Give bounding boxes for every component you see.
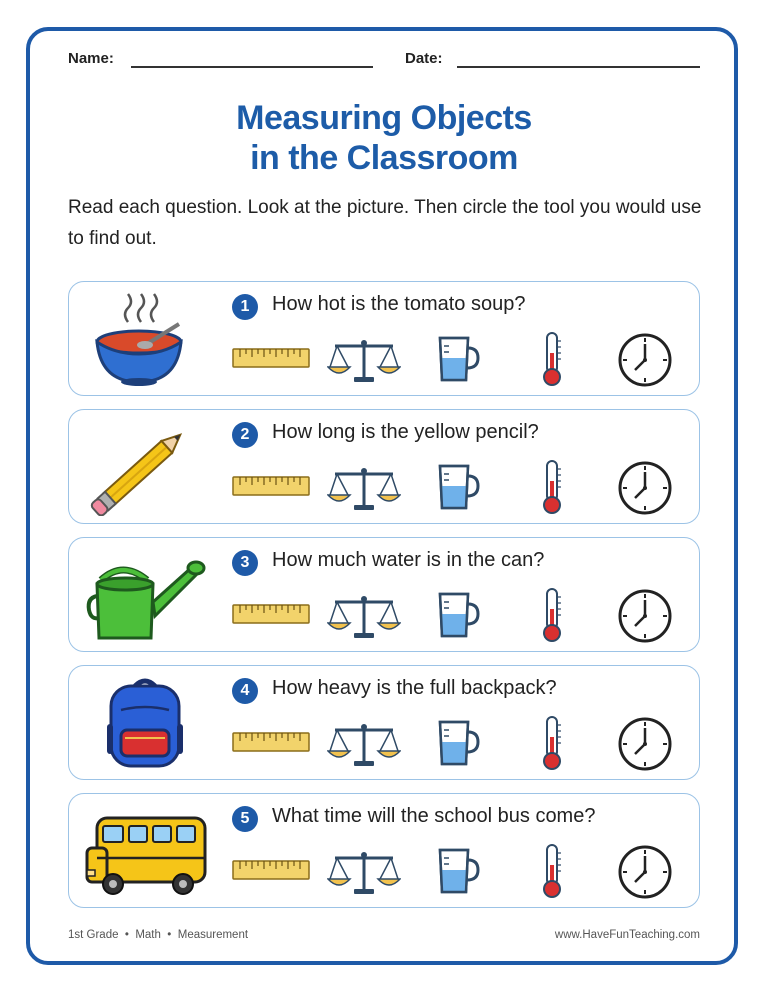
ruler-icon[interactable] xyxy=(232,473,310,499)
question-card-1 xyxy=(68,281,700,396)
title-line-1: Measuring Objects xyxy=(236,99,532,137)
measuring-cup-icon[interactable] xyxy=(434,462,482,512)
question-number: 3 xyxy=(232,550,258,576)
clock-icon[interactable] xyxy=(617,588,673,644)
page-title xyxy=(0,98,768,178)
date-field[interactable] xyxy=(457,66,700,68)
question-text: How long is the yellow pencil? xyxy=(272,421,539,443)
clock-icon[interactable] xyxy=(617,460,673,516)
thermometer-icon[interactable] xyxy=(538,715,566,771)
question-number: 1 xyxy=(232,294,258,320)
footer-topic: Measurement xyxy=(177,929,249,941)
thermometer-icon[interactable] xyxy=(538,843,566,899)
balance-scale-icon[interactable] xyxy=(327,337,401,385)
question-text: What time will the school bus come? xyxy=(272,805,596,827)
balance-scale-icon[interactable] xyxy=(327,593,401,641)
school-bus-icon xyxy=(83,802,209,900)
instructions: Read each question. Look at the picture. Then circle the tool you would use to find out. xyxy=(68,197,702,249)
footer-website[interactable]: www.HaveFunTeaching.com xyxy=(554,929,700,941)
measuring-cup-icon[interactable] xyxy=(434,846,482,896)
balance-scale-icon[interactable] xyxy=(327,465,401,513)
clock-icon[interactable] xyxy=(617,716,673,772)
ruler-icon[interactable] xyxy=(232,857,310,883)
pencil-icon xyxy=(83,418,209,516)
measuring-cup-icon[interactable] xyxy=(434,590,482,640)
ruler-icon[interactable] xyxy=(232,601,310,627)
balance-scale-icon[interactable] xyxy=(327,721,401,769)
measuring-cup-icon[interactable] xyxy=(434,718,482,768)
question-card-4 xyxy=(68,665,700,780)
question-number: 2 xyxy=(232,422,258,448)
thermometer-icon[interactable] xyxy=(538,459,566,515)
question-text: How much water is in the can? xyxy=(272,549,545,571)
question-card-2 xyxy=(68,409,700,524)
balance-scale-icon[interactable] xyxy=(327,849,401,897)
ruler-icon[interactable] xyxy=(232,345,310,371)
soup-bowl-icon xyxy=(83,290,209,388)
thermometer-icon[interactable] xyxy=(538,587,566,643)
name-field[interactable] xyxy=(131,66,373,68)
question-text: How heavy is the full backpack? xyxy=(272,677,557,699)
backpack-icon xyxy=(83,674,209,772)
title-line-2: in the Classroom xyxy=(250,139,518,177)
question-number: 5 xyxy=(232,806,258,832)
clock-icon[interactable] xyxy=(617,844,673,900)
question-card-5 xyxy=(68,793,700,908)
thermometer-icon[interactable] xyxy=(538,331,566,387)
footer-tags xyxy=(68,929,248,941)
question-text: How hot is the tomato soup? xyxy=(272,293,526,315)
name-label: Name: xyxy=(68,50,114,67)
clock-icon[interactable] xyxy=(617,332,673,388)
footer-separator: • xyxy=(121,929,133,941)
footer-separator: • xyxy=(164,929,175,941)
ruler-icon[interactable] xyxy=(232,729,310,755)
watering-can-icon xyxy=(83,546,209,644)
question-card-3 xyxy=(68,537,700,652)
question-number: 4 xyxy=(232,678,258,704)
date-label: Date: xyxy=(405,50,443,67)
footer-grade: 1st Grade xyxy=(68,929,119,941)
footer-subject: Math xyxy=(135,929,161,941)
measuring-cup-icon[interactable] xyxy=(434,334,482,384)
